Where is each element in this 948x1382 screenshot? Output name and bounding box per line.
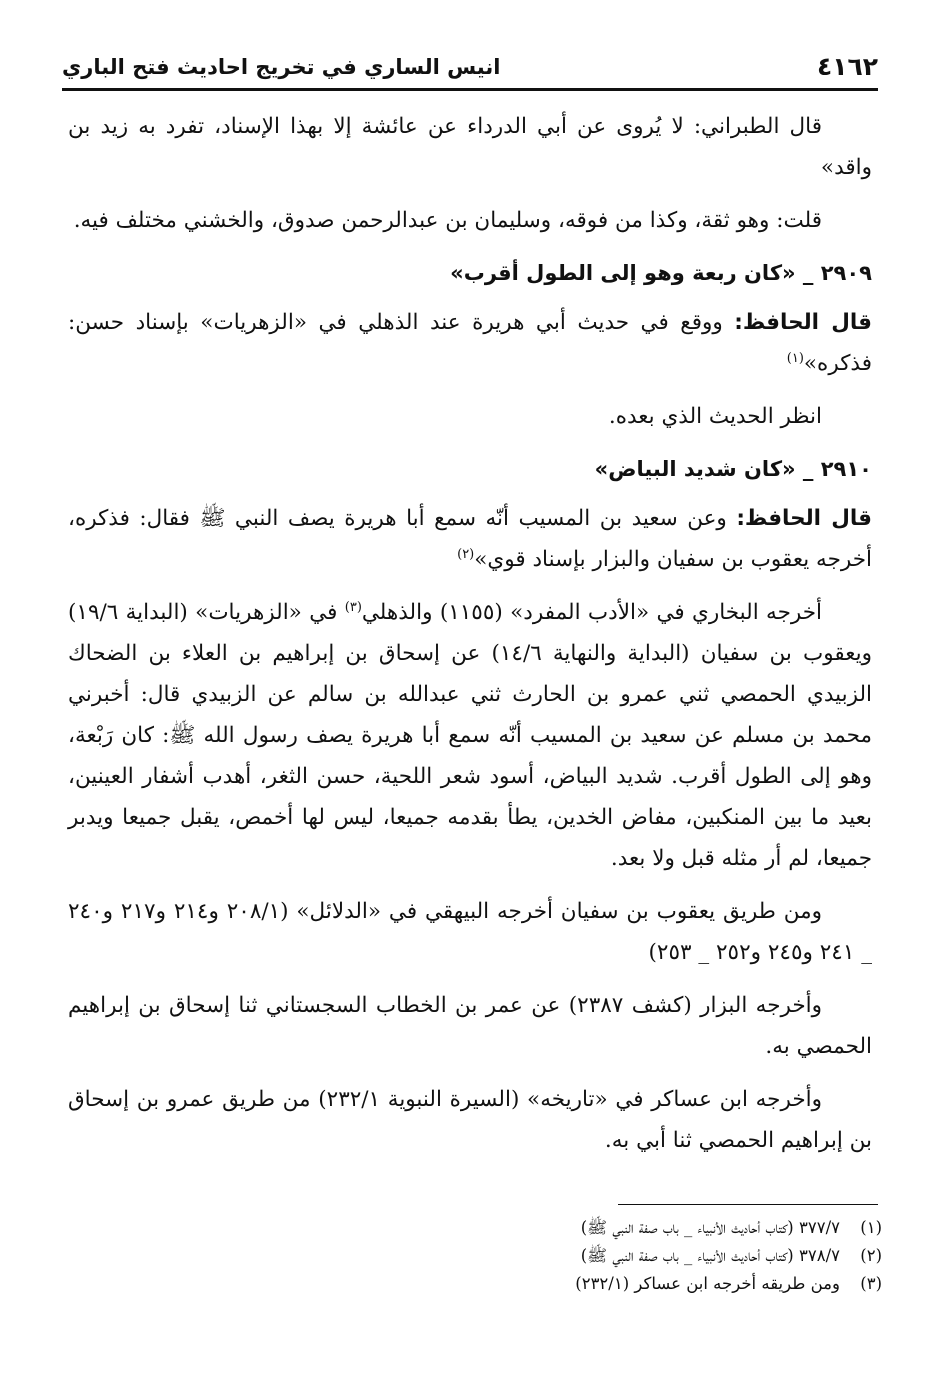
footnote-ref: (٣) (344, 599, 362, 615)
footnote-number: (٢) (860, 1246, 882, 1265)
footnote-number: (٣) (860, 1274, 882, 1293)
footnote (200, 1270, 882, 1298)
speaker-label: قال الحافظ: (736, 506, 873, 531)
footnote-rule (618, 1204, 878, 1205)
footnote-ref: (١) (786, 350, 804, 366)
footnote-ref: (٢) (457, 546, 475, 562)
paragraph-text: وعن سعيد بن المسيب أنّه سمع أبا هريرة يصف النبي ﷺ فقال: فذكره، أخرجه يعقوب بن سفيان والبزار بإسناد قوي» (68, 506, 872, 572)
hadith-heading: ٢٩٠٩ _ «كان ربعة وهو إلى الطول أقرب» (450, 261, 872, 285)
footnote-text: ٣٧٨/٧ (كتاب أحاديث الأنبياء _ باب صفة النبي ﷺ) (580, 1246, 840, 1265)
speaker-label: قال الحافظ: (734, 310, 872, 335)
footnote (200, 1242, 882, 1270)
paragraph: قلت: وهو ثقة، وكذا من فوقه، وسليمان بن عبدالرحمن صدوق، والخشني مختلف فيه. (73, 208, 822, 233)
footnotes (200, 1214, 882, 1298)
hadith-heading: ٢٩١٠ _ «كان شديد البياض» (594, 457, 872, 481)
paragraph-text: في «الزهريات» (البداية ١٩/٦) ويعقوب بن سفيان (البداية والنهاية ١٤/٦) عن إسحاق بن إبراهيم بن العلاء بن الضحاك الزبيدي الحمصي ثني عمرو بن الحارث ثني عبدالله بن سالم عن الزبيدي قال: أخبرني محمد بن مسلم عن سعيد بن المسيب أنّه سمع أبا هريرة يصف رسول الله ﷺ: كان رَبْعة، وهو إلى الطول أقرب. شديد البياض، أسود شعر اللحية، حسن الثغر، أهدب أشفار العينين، بعيد ما بين المنكبين، مفاض الخدين، يطأ بقدمه جميعا، ليس لها أخمص، يقبل جميعا ويدبر جميعا، لم أر مثله قبل ولا بعد. (68, 600, 872, 871)
paragraph (68, 498, 872, 580)
footnote-text: ٣٧٧/٧ (كتاب أحاديث الأنبياء _ باب صفة النبي ﷺ) (580, 1218, 840, 1237)
footnote (200, 1214, 882, 1242)
page-header (62, 42, 878, 82)
body-text (68, 106, 872, 1173)
paragraph: وأخرجه ابن عساكر في «تاريخه» (السيرة النبوية ٢٣٢/١) من طريق عمرو بن إسحاق بن إبراهيم الحمصي ثنا أبي به. (68, 1087, 872, 1153)
running-title: انيس الساري في تخريج احاديث فتح الباري (62, 55, 501, 79)
header-rule (62, 88, 878, 91)
paragraph: انظر الحديث الذي بعده. (608, 404, 822, 429)
page-number: ٤١٦٢ (816, 52, 878, 81)
paragraph (68, 592, 872, 879)
paragraph: ومن طريق يعقوب بن سفيان أخرجه البيهقي في «الدلائل» (٢٠٨/١ و٢١٤ و٢١٧ و٢٤٠ _ ٢٤١ و٢٤٥ و٢٥٢ _ ٢٥٣) (68, 899, 872, 965)
paragraph-text: أخرجه البخاري في «الأدب المفرد» (١١٥٥) والذهلي (361, 600, 822, 625)
paragraph: وأخرجه البزار (كشف ٢٣٨٧) عن عمر بن الخطاب السجستاني ثنا إسحاق بن إبراهيم الحمصي به. (68, 993, 872, 1059)
paragraph-text: ووقع في حديث أبي هريرة عند الذهلي في «الزهريات» بإسناد حسن: فذكره» (68, 310, 872, 376)
footnote-text: ومن طريقه أخرجه ابن عساكر (٢٣٢/١) (575, 1274, 840, 1293)
paragraph (68, 302, 872, 384)
footnote-number: (١) (860, 1218, 882, 1237)
paragraph: قال الطبراني: لا يُروى عن أبي الدرداء عن عائشة إلا بهذا الإسناد، تفرد به زيد بن واقد» (68, 114, 872, 180)
